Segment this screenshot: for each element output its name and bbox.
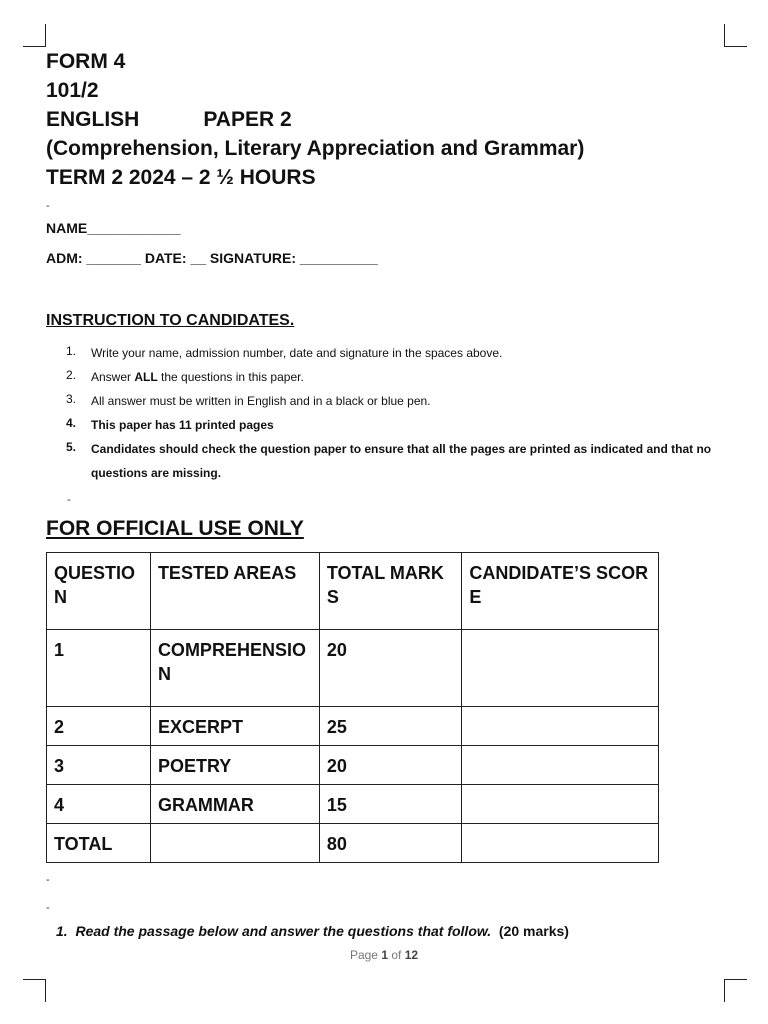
- column-header-tested-areas: TESTED AREAS: [150, 553, 319, 630]
- form-label: FORM 4: [46, 50, 126, 73]
- question-cell: 4: [47, 785, 151, 824]
- question-number: 1.: [56, 923, 68, 939]
- instruction-text: Write your name, admission number, date and signature in the spaces above.: [91, 346, 503, 360]
- column-header-candidate-score: CANDIDATE’S SCOR E: [462, 553, 659, 630]
- table-row: [47, 707, 659, 746]
- dash-mark: -: [67, 494, 71, 506]
- name-field[interactable]: NAME____________: [46, 220, 181, 236]
- column-header-total-marks: TOTAL MARK S: [319, 553, 462, 630]
- instructions-list: [66, 341, 746, 485]
- instruction-item: [66, 437, 746, 485]
- paper-subtitle: (Comprehension, Literary Appreciation and Grammar): [46, 137, 585, 160]
- crop-mark-top-right: [724, 24, 747, 47]
- page-indicator: Page 1 of 12: [349, 948, 419, 962]
- total-marks-cell: 80: [319, 824, 462, 863]
- paper-code: 101/2: [46, 79, 99, 102]
- instruction-text: Answer ALL the questions in this paper.: [91, 370, 304, 384]
- crop-mark-top-left: [23, 24, 46, 47]
- score-cell[interactable]: [462, 785, 659, 824]
- instruction-text: This paper has 11 printed pages: [91, 418, 274, 432]
- score-cell[interactable]: [462, 707, 659, 746]
- crop-mark-bottom-left: [23, 979, 46, 1002]
- table-row: [47, 630, 659, 707]
- table-row: [47, 746, 659, 785]
- score-cell[interactable]: [462, 746, 659, 785]
- question-one-prompt: [56, 923, 569, 939]
- table-header-row: [47, 553, 659, 630]
- column-header-question: QUESTIO N: [47, 553, 151, 630]
- instruction-text: All answer must be written in English and in a black or blue pen.: [91, 394, 431, 408]
- instruction-number: 5.: [66, 440, 77, 454]
- dash-mark: -: [46, 902, 50, 914]
- table-row: [47, 785, 659, 824]
- instruction-number: 1.: [66, 344, 77, 358]
- total-label-cell: TOTAL: [47, 824, 151, 863]
- tested-area-cell: COMPREHENSIO N: [150, 630, 319, 707]
- instruction-number: 4.: [66, 416, 77, 430]
- current-page: 1: [381, 948, 388, 962]
- official-use-title: FOR OFFICIAL USE ONLY: [46, 517, 304, 540]
- total-pages: 12: [404, 948, 419, 962]
- question-cell: 2: [47, 707, 151, 746]
- total-marks-cell: 25: [319, 707, 462, 746]
- emphasis-all: ALL: [134, 370, 158, 384]
- dash-mark: -: [46, 200, 50, 212]
- question-marks: (20 marks): [498, 923, 569, 939]
- subject-label: ENGLISH: [46, 108, 140, 131]
- exam-header: [46, 47, 584, 192]
- tested-area-cell: POETRY: [150, 746, 319, 785]
- adm-date-signature-field[interactable]: ADM: _______ DATE: __ SIGNATURE: __________: [46, 250, 378, 266]
- total-marks-cell: 20: [319, 746, 462, 785]
- score-cell[interactable]: [462, 824, 659, 863]
- question-cell: 1: [47, 630, 151, 707]
- instruction-number: 3.: [66, 392, 77, 406]
- instruction-item: [66, 365, 746, 389]
- score-cell[interactable]: [462, 630, 659, 707]
- question-cell: 3: [47, 746, 151, 785]
- marks-table: [46, 552, 659, 863]
- crop-mark-bottom-right: [724, 979, 747, 1002]
- total-marks-cell: 20: [319, 630, 462, 707]
- candidate-fields: [46, 218, 378, 278]
- tested-area-cell: GRAMMAR: [150, 785, 319, 824]
- instruction-number: 2.: [66, 368, 77, 382]
- instruction-text: Candidates should check the question paper to ensure that all the pages are printed as indicated and that no questions are missing.: [91, 442, 712, 480]
- tested-area-cell: EXCERPT: [150, 707, 319, 746]
- instruction-item: [66, 389, 746, 413]
- table-total-row: [47, 824, 659, 863]
- instructions-title: INSTRUCTION TO CANDIDATES.: [46, 312, 295, 329]
- instruction-item: [66, 413, 746, 437]
- paper-label: PAPER 2: [203, 108, 292, 131]
- tested-area-cell: [150, 824, 319, 863]
- instruction-item: [66, 341, 746, 365]
- total-marks-cell: 15: [319, 785, 462, 824]
- term-duration: TERM 2 2024 – 2 ½ HOURS: [46, 166, 316, 189]
- question-text: Read the passage below and answer the questions that follow.: [75, 923, 492, 939]
- subject-line: [46, 105, 584, 134]
- dash-mark: -: [46, 874, 50, 886]
